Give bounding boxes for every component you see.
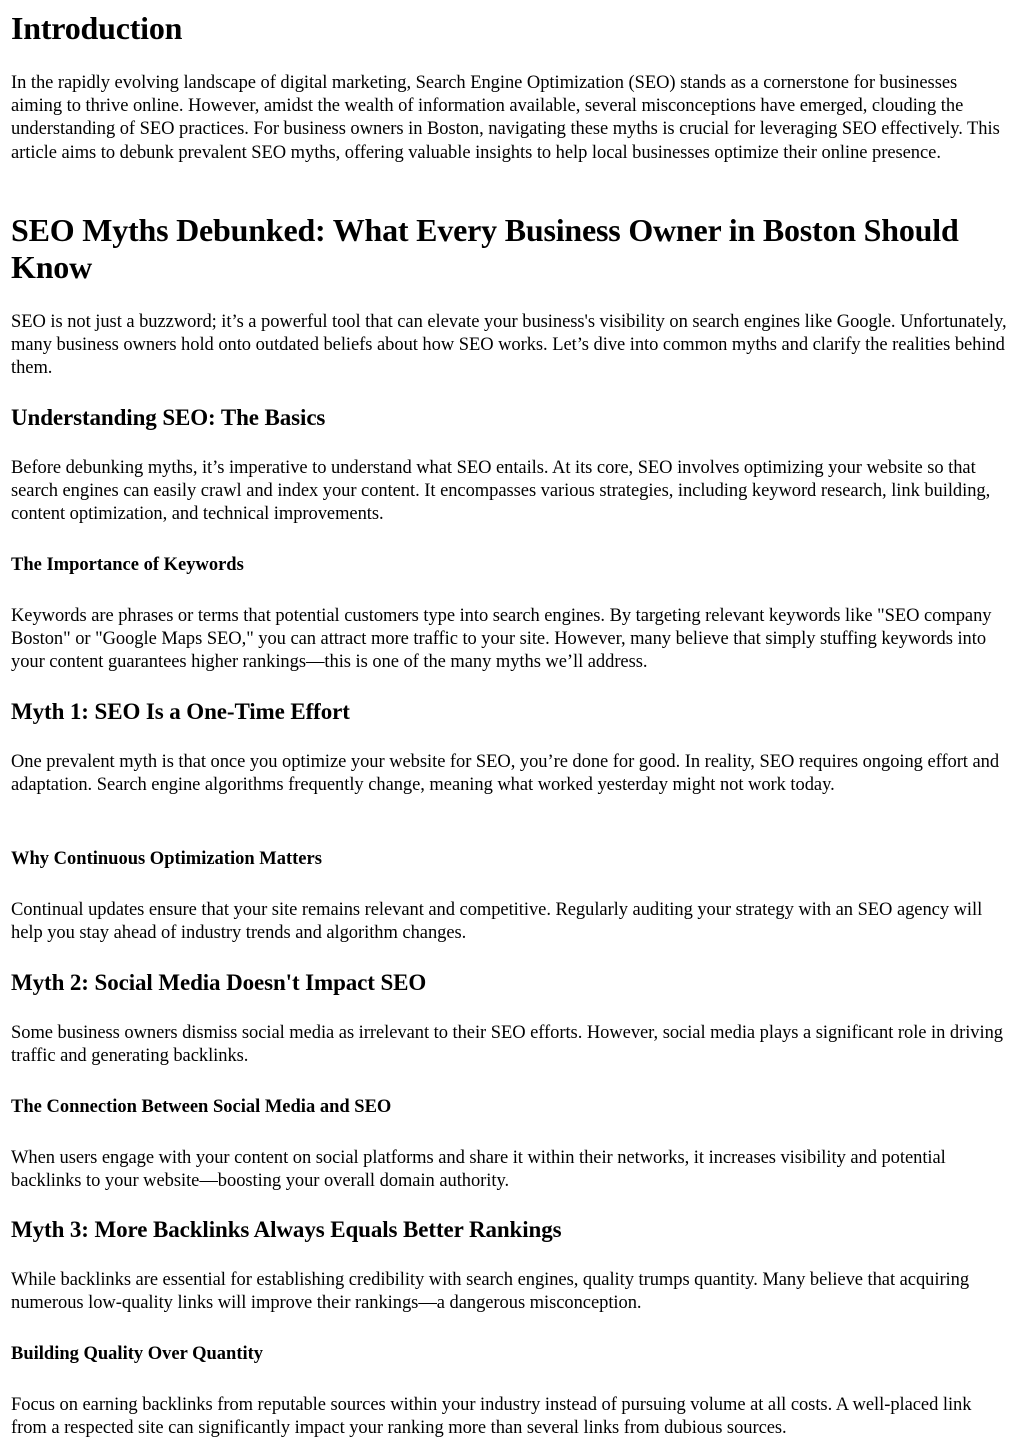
connection-paragraph: When users engage with your content on social platforms and share it within their networks, it increases visibility and potential backlinks to your website—boosting your overall domain authority.: [11, 1148, 946, 1192]
myth1-heading: Myth 1: SEO Is a One-Time Effort: [11, 699, 350, 724]
myth1-paragraph: One prevalent myth is that once you optimize your website for SEO, you’re done for good. In reality, SEO requires ongoing effort and adaptation. Search engine algorithms frequently change, meaning what worked yesterday might not work today.: [11, 752, 1000, 796]
main-paragraph: SEO is not just a buzzword; it’s a powerful tool that can elevate your business's visibility on search engines like Google. Unfortunately, many business owners hold onto outdated beliefs about how SEO works. Let’s dive into common myths and clarify the realities behind them.: [11, 312, 1007, 379]
intro-heading: Introduction: [11, 10, 183, 46]
basics-heading: Understanding SEO: The Basics: [11, 405, 326, 430]
connection-heading: The Connection Between Social Media and SEO: [11, 1097, 392, 1117]
quality-paragraph: Focus on earning backlinks from reputable sources within your industry instead of pursuing volume at all costs. A well-placed link from a respected site can significantly impact your ranking more than several links from dubious sources.: [11, 1395, 972, 1439]
myth2-heading: Myth 2: Social Media Doesn't Impact SEO: [11, 970, 427, 995]
main-heading: SEO Myths Debunked: What Every Business Owner in Boston Should Know: [11, 212, 959, 285]
keywords-heading: The Importance of Keywords: [11, 555, 244, 575]
myth3-paragraph: While backlinks are essential for establishing credibility with search engines, quality trumps quantity. Many believe that acquiring numerous low-quality links will improve their rankings—a dangerous misconception.: [11, 1270, 970, 1314]
intro-paragraph: In the rapidly evolving landscape of digital marketing, Search Engine Optimization (SEO) stands as a cornerstone for businesses aiming to thrive online. However, amidst the wealth of information available, several misconceptions have emerged, clouding the understanding of SEO practices. For business owners in Boston, navigating these myths is crucial for leveraging SEO effectively. This article aims to debunk prevalent SEO myths, offering valuable insights to help local businesses optimize their online presence.: [11, 73, 1000, 163]
basics-paragraph: Before debunking myths, it’s imperative to understand what SEO entails. At its core, SEO involves optimizing your website so that search engines can easily crawl and index your content. It encompasses various strategies, including keyword research, link building, content optimization, and technical improvements.: [11, 458, 991, 525]
keywords-paragraph: Keywords are phrases or terms that potential customers type into search engines. By targeting relevant keywords like "SEO company Boston" or "Google Maps SEO," you can attract more traffic to your site. However, many believe that simply stuffing keywords into your content guarantees higher rankings—this is one of the many myths we’ll address.: [11, 606, 992, 673]
myth2-paragraph: Some business owners dismiss social media as irrelevant to their SEO efforts. However, social media plays a significant role in driving traffic and generating backlinks.: [11, 1023, 1003, 1067]
continuous-heading: Why Continuous Optimization Matters: [11, 849, 322, 869]
myth3-heading: Myth 3: More Backlinks Always Equals Better Rankings: [11, 1217, 562, 1242]
quality-heading: Building Quality Over Quantity: [11, 1344, 264, 1364]
continuous-paragraph: Continual updates ensure that your site remains relevant and competitive. Regularly auditing your strategy with an SEO agency will help you stay ahead of industry trends and algorithm changes.: [11, 900, 983, 944]
